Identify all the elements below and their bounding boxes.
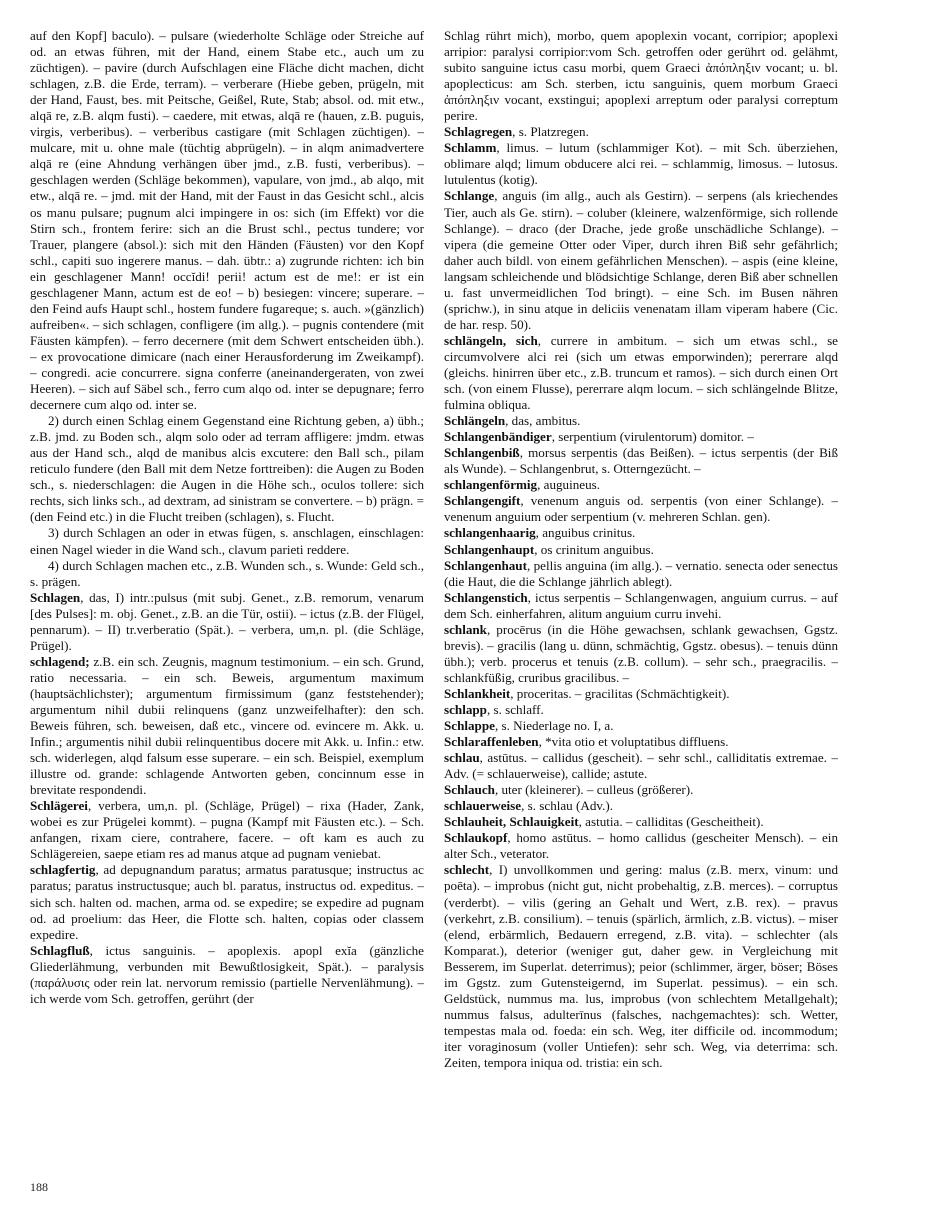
dictionary-entry [30,943,424,1007]
dictionary-entry [444,333,838,413]
dictionary-entry [30,590,424,654]
entry-text: , proceritas. – gracilitas (Schmächtigkeit). [510,685,730,701]
dictionary-entry [444,429,838,445]
entry-text: , limus. – lutum (schlammiger Kot). – mit Sch. überziehen, oblimare alqd; limum obducere alci rei. – schlammig, limosus. – lutosus. lutulentus (kotig). [444,140,838,188]
continued-entry [444,28,838,124]
dictionary-entry [444,686,838,702]
entry-text: , ad depugnandum paratus; armatus paratusque; instructus ac paratus; paratus instructusque; auch bl. paratus, instructus od. expeditus. – sich sch. halten od. machen, arma od. se expedire; se expedire ad pugnam od. ad proelium: das Heer, die Flotte sch. halten, copias oder classem expedire. [30,862,424,942]
headword: Schlagregen [444,124,513,140]
dictionary-entry [444,558,838,590]
dictionary-entry [444,718,838,734]
headword: Schlankheit [444,685,511,701]
headword: schlank [444,621,487,637]
entry-text: Schlag rührt mich), morbo, quem apoplexin vocant, corripior; apoplexi arripior: paralysi corripior:vom Sch. getroffen oder gerührt od. gelähmt, subito sanguine ictus casu morbi, quem Graeci ἀπόπληξιν vocant; u. bl. apoplecticus: am Sch. sterben, ictu sanguinis, quem morbum Graeci ἀπόπληξιν vocant, exstingui; apoplexi arreptum oder paralysi correptum perire. [444,28,838,124]
dictionary-entry [444,542,838,558]
entry-text: , das, I) intr.:pulsus (mit subj. Genet., z.B. remorum, venarum [des Pulses]: m. obj. Genet., z.B. an die Tür, ostii). – ictus (z.B. der Flügel, pennarum). – II) tr.verberatio (Spät.). – verbera, um,n. pl. (die Schläge, Prügel). [30,589,424,653]
headword: schlauerweise [444,798,522,814]
headword: Schlauheit, Schlauigkeit [444,814,579,830]
page-number: 188 [30,1180,48,1194]
sense-paragraph [30,525,424,557]
dictionary-entry [30,654,424,798]
dictionary-entry [444,493,838,525]
headword: Schlängeln [444,413,506,429]
dictionary-entry [444,590,838,622]
entry-text: 2) durch einen Schlag einem Gegenstand eine Richtung geben, a) übh.; z.B. jmd. zu Boden sch., alqm solo oder ad terram affligere: jmdm. etwas aus der Hand sch., alqd de manibus alcis excutere: den Ball sch., pilam reticulo fundere (den Ball mit dem Netze forttreiben): die Augen zu Boden sch., s. niederschlagen: die Augen in die Höhe sch., oculos tollere: sich rechts, sich links sch., ad dextram, ad sinistram se convertere. – b) prägn. = (den Feind etc.) in die Flucht treiben (schlagen), s. Flucht. [30,413,424,525]
entry-text: , s. Platzregen. [512,124,589,140]
dictionary-entry [444,525,838,541]
sense-paragraph [30,558,424,590]
dictionary-entry [444,830,838,862]
headword: Schlappe [444,718,495,734]
sense-paragraph [30,413,424,525]
headword: Schlaraffenleben [444,734,539,750]
headword: Schlange [444,188,495,204]
headword: Schlangenbiß [444,445,520,461]
dictionary-entry [30,798,424,862]
headword: Schlangenstich [444,589,528,605]
entry-text: , venenum anguis od. serpentis (von einer Schlange). – venenum anguium oder serpentium (v. mehreren Schlan. gen). [444,493,838,525]
headword: schlangenförmig [444,477,538,493]
headword: Schlagen [30,589,81,605]
dictionary-entry [444,798,838,814]
entry-text: , ictus serpentis – Schlangenwagen, anguium currus. – auf dem Sch. einherfahren, alitum anguium curru invehi. [444,589,838,621]
headword: Schlägerei [30,798,88,814]
headword: Schlangenhaupt [444,541,535,557]
entry-text: , verbera, um,n. pl. (Schläge, Prügel) – rixa (Hader, Zank, wobei es zur Prügelei kommt). – pugna (Kampf mit Fäusten etc.). – Sch. anfangen, rixam ciere, contrahere, facere. – oft kam es auch zu Schlägereien, saepe etiam res ad manus atque ad pugnam veniebat. [30,798,424,862]
dictionary-entry [444,188,838,332]
headword: schlecht [444,862,490,878]
continued-entry [30,28,424,413]
entry-text: z.B. ein sch. Zeugnis, magnum testimonium. – ein sch. Grund, ratio necessaria. – ein sch. Beweis, argumentum maximum (hauptsächlichster); argumentum firmissimum (ganz feststehender); argumentum nihil dubii relinquens (ganz unzweifelhafter): den sch. Beweis führen, sch. beweisen, daß etc., vincere od. evincere m. Akk. u. Infin.; argumentis nihil dubii relinquentibus docere mit Akk. u. Infin.: etw. sch. widerlegen, alqd falsum esse superare. – ein sch. Beispiel, exemplum illustre od. grande: schlagende Antworten geben, concinnum esse in brevitate respondendi. [30,653,424,798]
headword: schlängeln, sich [444,332,538,348]
right-column [444,28,838,1176]
dictionary-entry [30,862,424,942]
headword: schlagfertig [30,862,96,878]
headword: Schlagfluß [30,942,90,958]
dictionary-entry [444,124,838,140]
entry-text: , serpentium (virulentorum) domitor. – [551,429,754,445]
dictionary-entry [444,622,838,686]
entry-text: , pellis anguina (im allg.). – vernatio. senecta oder senectus (die Haut, die die Schlange jährlich ablegt). [444,557,838,589]
entry-text: , procērus (in die Höhe gewachsen, schlank gewachsen, Ggstz. brevis). – gracilis (lang u. dünn, schmächtig, Ggstz. obesus). – tenuis dünn übh.); verb. procerus et tenuis (z.B. collum). – sehr sch., praegracilis. – schlankfüßig, cruribus gracilibus. – [444,621,838,685]
entry-text: , anguis (im allg., auch als Gestirn). – serpens (als kriechendes Tier, auch als Ge. stirn). – coluber (kleinere, walzenförmige, sich rollende Schlange). – draco (der Drache, jede große unschädliche Schlange). – vipera (die gemeine Otter oder Viper, durch ihren Biß sehr gefährlich; daher auch bildl. von einem gefährlichen Menschen). – aspis (eine kleine, langsam schleichende und blödsichtige Schlange, deren Biß aber schnellen u. fast unvermeidlichen Tod bringt). – eine Sch. im Busen nähren (sprichw.), in sinu atque in deliciis venenatam illam viperam habere (Cic. de har. resp. 50). [444,188,838,332]
headword: Schlangengift [444,493,521,509]
entry-text: , I) unvollkommen und gering: malus (z.B. merx, vinum: und poēta). – improbus (nicht gut, nicht probehaltig, z.B. merces). – corruptus (verderbt). – vilis (gering an Gehalt und Wert, z.B. rex). – pravus (verkehrt, z.B. consilium). – tenuis (spärlich, ärmlich, z.B. victus). – miser (elend, erbärmlich, Bedauern erregend, z.B. vita). – schlechter (als Komparat.), deterior (weniger gut, daher gew. in Vergleichung mit Besserem, im Superlat. deterrimus); peior (schlimmer, ärger, böser; Böses im Ggstz. zum Gutensteigernd, im Superlat. pessimus). – ein sch. Geldstück, nummus ma. lus, improbus (von schlechtem Metallgehalt); nummus falsus, adulterīnus (falsches, nachgemachtes): sch. Wetter, tempestas mala od. foeda: ein sch. Weg, iter difficile od. incommodum; iter voraginosum (voller Untiefen): sehr sch. Weg, via deterrima: sch. Zeiten, tempora iniqua od. tristia: ein sch. [444,862,838,1070]
dictionary-entry [444,702,838,718]
entry-text: , os crinitum anguibus. [534,541,654,557]
entry-text: , auguineus. [537,477,601,493]
entry-text: , astutia. – calliditas (Gescheitheit). [578,814,764,830]
dictionary-entry [444,750,838,782]
entry-text: auf den Kopf] baculo). – pulsare (wiederholte Schläge oder Streiche auf od. an etwas führen, mit der Hand, einem Stabe etc., auch um zu züchtigen). – pavire (durch Aufschlagen eine Fläche dicht machen, dicht schlagen, z.B. die Erde, terram). – verberare (Hiebe geben, prügeln, mit der Hand, Faust, bes. mit Peitsche, Geißel, Rute, Stab; absol. od. mit etw., alqā re, z.B. alqm fusti). – caedere, mit etwas, alqā re (hauen, z.B. puguis, virgis, verberibus). – verberibus castigare (mit Schlagen züchtigen). – mulcare, mit u. ohne male (tüchtig abprügeln). – in alqm animadvertere alqā re (eine Ahndung verhängen über jmd., z.B. fusti, verberibus). – geschlagen werden (Schläge bekommen), vapulare, von jmd., ab alqo, mit etw., alqā re. – jmd. mit der Hand, mit der Faust in das Gesicht schl., alcis os manu pulsare; pugnum alci impingere in os: sich (im Effekt) vor die Stirn sch., frontem ferire: sich an die Brust schl., pectus tundere; vor Trauer, plangere (absol.): sich mit den Händen (Fäusten) vor den Kopf schl., capiti suo ingerere manus. – dah. übtr.: a) zugrunde richten: ich bin ein geschlagener Mann! occĭdi! perii! actum est de me!: er ist ein geschlagener Mann, actum est de eo! – b) besiegen: vincere; superare. – den Feind aufs Haupt schl., hostem fundere fugareque; s. auch. »(gänzlich) aufreiben«. – sich schlagen, confligere (im allg.). – pugnis contendere (mit Fäusten kämpfen). – ferro decernere (mit dem Schwert entscheiden übh.). – ex provocatione dimicare (nach einer Herausforderung im Zweikampf). – congredi. acie concurrere. signa conferre (aneinandergeraten, von zwei Heeren). – sich auf Säbel sch., ferro cum alqo od. inter se depugnare; ferro decernere cum alqo od. inter se. [30,28,424,413]
entry-text: , s. Niederlage no. I, a. [494,718,614,734]
headword: Schlamm [444,140,497,156]
entry-text: , uter (kleinerer). – culleus (größerer). [494,782,694,798]
entry-text: 3) durch Schlagen an oder in etwas fügen, s. anschlagen, einschlagen: einen Nagel wieder in die Wand sch., clavum parieti reddere. [30,525,424,557]
entry-text: , currere in ambitum. – sich um etwas schl., se circumvolvere alci rei (sich um etwas emporwinden); pererrare alqd (gleichs. hinirren über etc., z.B. truncum et ramos). – sich durch einen Ort sch. (von einem Flusse), pererrare alqm locum. – sich schlängelnde Blitze, fulmina obliqua. [444,332,838,413]
entry-text: , s. schlau (Adv.). [521,798,613,814]
headword: Schlauch [444,782,495,798]
headword: schlau [444,750,480,766]
dictionary-entry [444,413,838,429]
entry-text: 4) durch Schlagen machen etc., z.B. Wunden sch., s. Wunde: Geld sch., s. prägen. [30,557,424,589]
headword: schlangenhaarig [444,525,536,541]
dictionary-entry [444,862,838,1071]
headword: schlagend; [30,653,90,669]
headword: Schlangenbändiger [444,429,552,445]
dictionary-entry [444,734,838,750]
dictionary-entry [444,782,838,798]
entry-text: , ictus sanguinis. – apoplexis. apopl exĭa (gänzliche Gliederlähmung, verbunden mit Bewußtlosigkeit, Spät.). – paralysis (παράλυσις oder rein lat. nervorum remissio (partielle Nervenlähmung). – ich werde vom Sch. getroffen, gerührt (der [30,942,424,1006]
headword: Schlangenhaut [444,557,527,573]
entry-text: , homo astūtus. – homo callidus (gescheiter Mensch). – ein alter Sch., veterator. [444,830,838,862]
entry-text: , astūtus. – callidus (gescheit). – sehr schl., calliditatis extremae. – Adv. (= schlauerweise), callide; astute. [444,750,838,782]
dictionary-entry [444,814,838,830]
entry-text: , das, ambitus. [505,413,581,429]
entry-text: , anguibus crinitus. [535,525,636,541]
dictionary-entry [444,477,838,493]
entry-text: , s. schlaff. [486,701,544,717]
dictionary-entry [444,140,838,188]
headword: schlapp [444,701,487,717]
entry-text: , morsus serpentis (das Beißen). – ictus serpentis (der Biß als Wunde). – Schlangenbrut, s. Otterngezücht. – [444,445,838,477]
headword: Schlaukopf [444,830,508,846]
left-column [30,28,424,1176]
dictionary-entry [444,445,838,477]
entry-text: , *vita otio et voluptatibus diffluens. [538,734,729,750]
